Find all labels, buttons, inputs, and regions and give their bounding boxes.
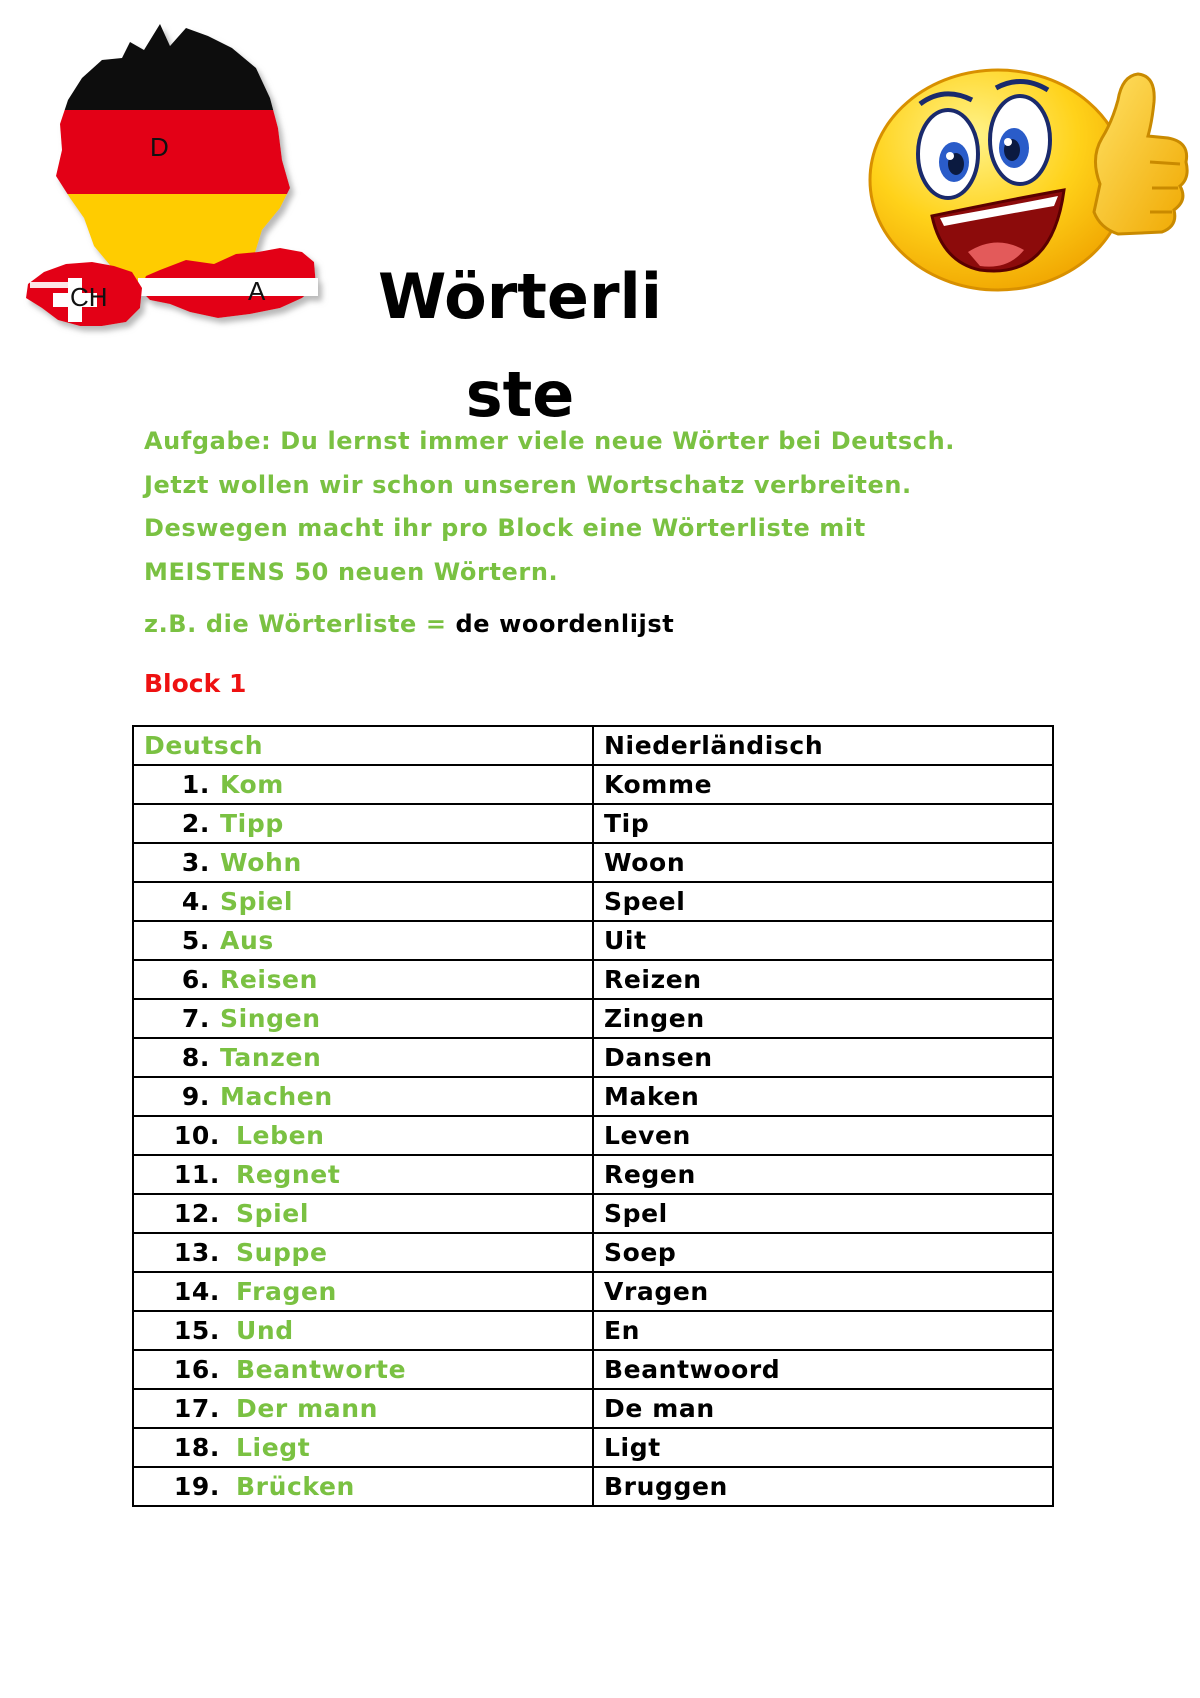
table-row [133, 1155, 1053, 1194]
german-word: Suppe [236, 1238, 328, 1267]
dach-map-icon [10, 8, 330, 348]
row-number: 3. [181, 848, 210, 877]
row-number: 5. [181, 926, 210, 955]
row-number: 11. [173, 1160, 220, 1189]
german-cell [133, 1311, 593, 1350]
german-cell [133, 1038, 593, 1077]
dutch-word: Zingen [593, 999, 1053, 1038]
block-label: Block 1 [144, 669, 247, 698]
header-german: Deutsch [133, 726, 593, 765]
german-cell [133, 882, 593, 921]
row-number: 14. [173, 1277, 220, 1306]
row-number: 4. [181, 887, 210, 916]
german-cell [133, 804, 593, 843]
dutch-word: Uit [593, 921, 1053, 960]
table-row [133, 921, 1053, 960]
dutch-word: Vragen [593, 1272, 1053, 1311]
german-cell [133, 1467, 593, 1506]
map-label-germany: D [150, 132, 169, 162]
row-number: 1. [181, 770, 210, 799]
german-word: Liegt [236, 1433, 311, 1462]
table-row [133, 1116, 1053, 1155]
german-word: Fragen [236, 1277, 337, 1306]
dutch-word: Spel [593, 1194, 1053, 1233]
table-row [133, 882, 1053, 921]
row-number: 2. [181, 809, 210, 838]
german-word: Machen [220, 1082, 333, 1111]
header-dutch: Niederländisch [593, 726, 1053, 765]
german-cell [133, 1155, 593, 1194]
german-cell [133, 1077, 593, 1116]
example-line [144, 608, 1044, 640]
german-cell [133, 1350, 593, 1389]
german-cell [133, 1428, 593, 1467]
row-number: 13. [173, 1238, 220, 1267]
german-cell [133, 1116, 593, 1155]
german-word: Leben [236, 1121, 325, 1150]
german-word: Singen [220, 1004, 321, 1033]
german-word: Brücken [236, 1472, 355, 1501]
german-word: Aus [220, 926, 274, 955]
table-row [133, 1194, 1053, 1233]
german-word: Reisen [220, 965, 319, 994]
task-line-1: Aufgabe: Du lernst immer viele neue Wörter bei Deutsch. [144, 427, 955, 455]
row-number: 19. [173, 1472, 220, 1501]
dutch-word: Soep [593, 1233, 1053, 1272]
dutch-word: Beantwoord [593, 1350, 1053, 1389]
german-word: Der mann [236, 1394, 379, 1423]
vocabulary-table [132, 725, 1054, 1507]
table-header-row [133, 726, 1053, 765]
dutch-word: Maken [593, 1077, 1053, 1116]
dutch-word: Reizen [593, 960, 1053, 999]
table-row [133, 1428, 1053, 1467]
dutch-word: Woon [593, 843, 1053, 882]
table-row [133, 765, 1053, 804]
german-word: Tipp [220, 809, 284, 838]
page-title-line-2: ste [465, 358, 575, 431]
map-label-austria: A [248, 276, 266, 306]
page-title-line-1: Wörterli [377, 260, 663, 333]
table-row [133, 843, 1053, 882]
table-row [133, 1311, 1053, 1350]
table-row [133, 1038, 1053, 1077]
german-word: Kom [220, 770, 284, 799]
dutch-word: De man [593, 1389, 1053, 1428]
page-title [300, 248, 740, 444]
german-word: Spiel [220, 887, 293, 916]
table-row [133, 1350, 1053, 1389]
task-instructions [144, 420, 1044, 594]
row-number: 18. [173, 1433, 220, 1462]
german-cell [133, 1389, 593, 1428]
german-word: Und [236, 1316, 294, 1345]
task-line-2: Jetzt wollen wir schon unseren Wortschatz verbreiten. [144, 470, 912, 499]
task-line-3: Deswegen macht ihr pro Block eine Wörterliste mit [144, 514, 866, 542]
german-word: Spiel [236, 1199, 309, 1228]
thumbs-up-smiley-icon [868, 66, 1194, 302]
german-word: Regnet [236, 1160, 341, 1189]
example-prefix: z.B. die Wörterliste = [144, 610, 456, 638]
table-row [133, 804, 1053, 843]
german-cell [133, 843, 593, 882]
row-number: 10. [173, 1121, 220, 1150]
german-word: Beantworte [236, 1355, 407, 1384]
dutch-word: Dansen [593, 1038, 1053, 1077]
table-row [133, 960, 1053, 999]
table-row [133, 1272, 1053, 1311]
dutch-word: Komme [593, 765, 1053, 804]
row-number: 8. [181, 1043, 210, 1072]
dutch-word: Regen [593, 1155, 1053, 1194]
task-line-4: MEISTENS 50 neuen Wörtern. [144, 557, 559, 586]
row-number: 6. [181, 965, 210, 994]
table-row [133, 1389, 1053, 1428]
row-number: 9. [181, 1082, 210, 1111]
map-label-switzerland: CH [70, 282, 108, 312]
german-cell [133, 765, 593, 804]
german-cell [133, 999, 593, 1038]
dutch-word: Speel [593, 882, 1053, 921]
row-number: 7. [181, 1004, 210, 1033]
dutch-word: Leven [593, 1116, 1053, 1155]
row-number: 16. [173, 1355, 220, 1384]
table-row [133, 1233, 1053, 1272]
row-number: 15. [173, 1316, 220, 1345]
example-translation: de woordenlijst [455, 610, 675, 638]
german-cell [133, 1194, 593, 1233]
german-cell [133, 1233, 593, 1272]
dutch-word: En [593, 1311, 1053, 1350]
table-row [133, 1467, 1053, 1506]
dutch-word: Tip [593, 804, 1053, 843]
german-word: Wohn [220, 848, 302, 877]
german-cell [133, 921, 593, 960]
dutch-word: Ligt [593, 1428, 1053, 1467]
dutch-word: Bruggen [593, 1467, 1053, 1506]
german-cell [133, 960, 593, 999]
table-row [133, 1077, 1053, 1116]
row-number: 17. [173, 1394, 220, 1423]
german-word: Tanzen [220, 1043, 322, 1072]
row-number: 12. [173, 1199, 220, 1228]
table-row [133, 999, 1053, 1038]
german-cell [133, 1272, 593, 1311]
